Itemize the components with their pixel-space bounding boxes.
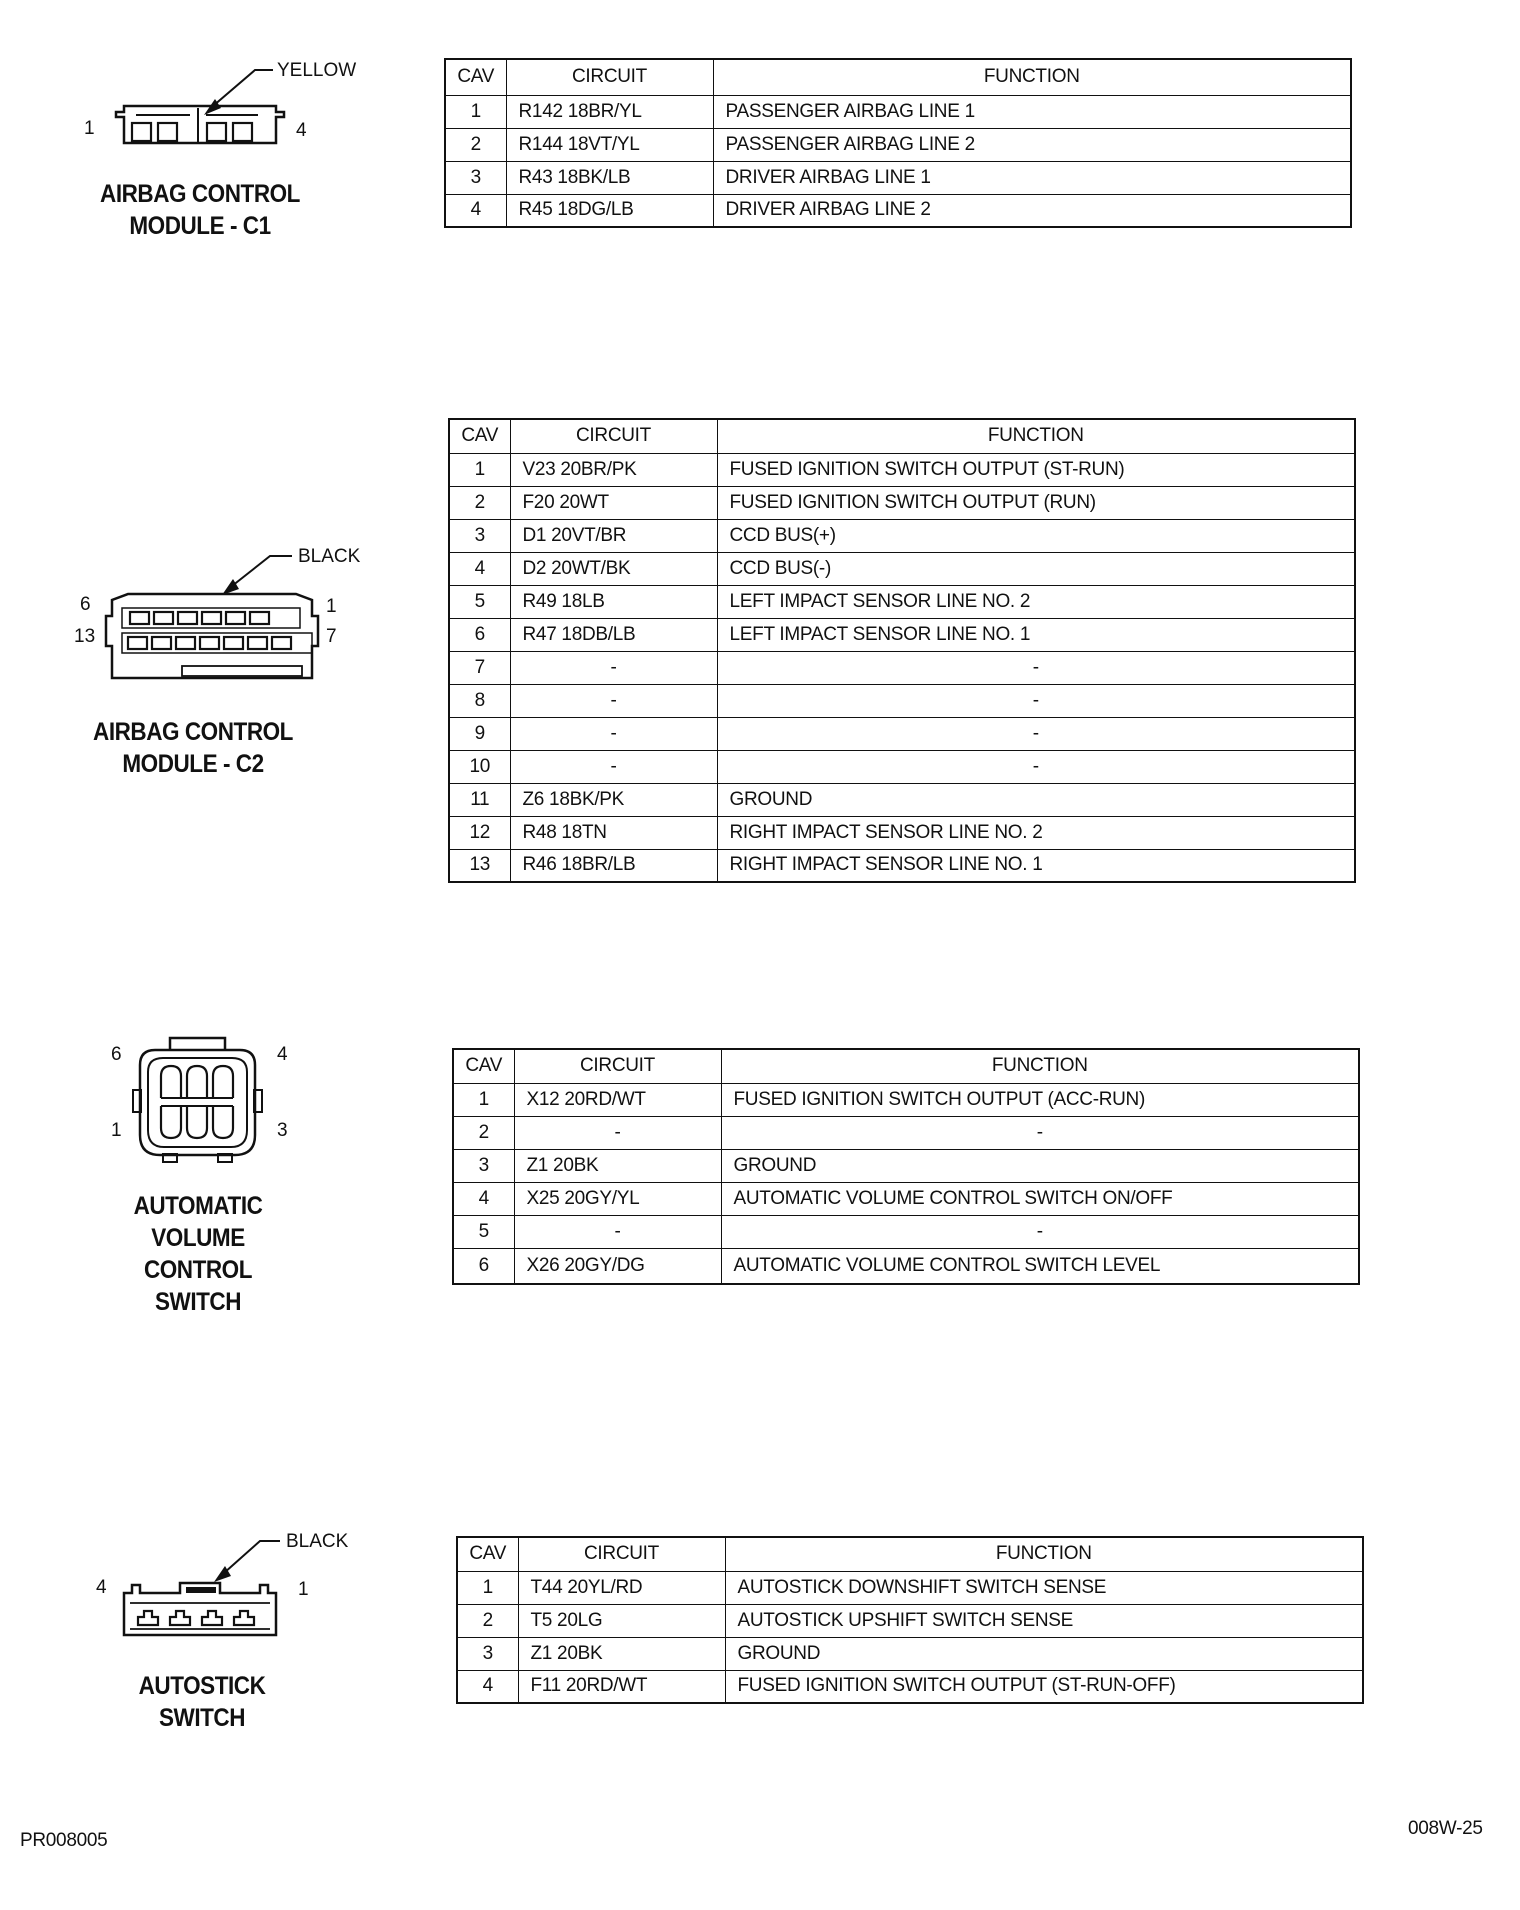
table-row: 7 - - [449, 651, 1355, 684]
cav-header: CAV [449, 419, 510, 453]
function-header: FUNCTION [713, 59, 1351, 95]
function-header: FUNCTION [721, 1049, 1359, 1083]
connector-diagram-avc [105, 1030, 305, 1170]
pinout-table [444, 58, 1352, 228]
wire-color-label: BLACK [286, 1531, 349, 1552]
pinout-table [452, 1048, 1360, 1285]
table-row: 3 R43 18BK/LB DRIVER AIRBAG LINE 1 [445, 161, 1351, 194]
pin-label: 1 [326, 596, 337, 617]
wire-color-label: BLACK [298, 546, 361, 567]
circuit-header: CIRCUIT [518, 1537, 725, 1571]
table-row: 11 Z6 18BK/PK GROUND [449, 783, 1355, 816]
pinout-table [448, 418, 1356, 883]
table-row: 5 - - [453, 1215, 1359, 1248]
pin-label: 1 [111, 1120, 122, 1141]
table-row: 10 - - [449, 750, 1355, 783]
table-row: 1 T44 20YL/RD AUTOSTICK DOWNSHIFT SWITCH SENSE [457, 1571, 1363, 1604]
function-header: FUNCTION [725, 1537, 1363, 1571]
table-row: 5 R49 18LB LEFT IMPACT SENSOR LINE NO. 2 [449, 585, 1355, 618]
table-row: 2 R144 18VT/YL PASSENGER AIRBAG LINE 2 [445, 128, 1351, 161]
circuit-header: CIRCUIT [510, 419, 717, 453]
table-row: 13 R46 18BR/LB RIGHT IMPACT SENSOR LINE NO. 1 [449, 849, 1355, 882]
connector-name: AUTOSTICK SWITCH [138, 1672, 266, 1732]
pin-label: 4 [296, 120, 307, 141]
table-row: 1 V23 20BR/PK FUSED IGNITION SWITCH OUTPUT (ST-RUN) [449, 453, 1355, 486]
pin-label: 7 [326, 626, 337, 647]
table-row: 9 - - [449, 717, 1355, 750]
pin-label: 6 [80, 594, 91, 615]
table-row: 12 R48 18TN RIGHT IMPACT SENSOR LINE NO. 2 [449, 816, 1355, 849]
table-row: 4 F11 20RD/WT FUSED IGNITION SWITCH OUTPUT (ST-RUN-OFF) [457, 1670, 1363, 1703]
table-row: 4 X25 20GY/YL AUTOMATIC VOLUME CONTROL SWITCH ON/OFF [453, 1182, 1359, 1215]
connector-diagram-c1 [80, 55, 380, 145]
table-row: 1 R142 18BR/YL PASSENGER AIRBAG LINE 1 [445, 95, 1351, 128]
circuit-header: CIRCUIT [514, 1049, 721, 1083]
table-row: 8 - - [449, 684, 1355, 717]
table-row: 2 - - [453, 1116, 1359, 1149]
cav-header: CAV [457, 1537, 518, 1571]
table-row: 3 D1 20VT/BR CCD BUS(+) [449, 519, 1355, 552]
figure-code: PR008005 [20, 1830, 108, 1851]
table-row: 3 Z1 20BK GROUND [453, 1149, 1359, 1182]
connector-name: AUTOMATIC VOLUME CONTROL SWITCH [133, 1192, 263, 1316]
table-row: 2 T5 20LG AUTOSTICK UPSHIFT SWITCH SENSE [457, 1604, 1363, 1637]
cav-header: CAV [445, 59, 506, 95]
pinout-table [456, 1536, 1364, 1704]
table-row: 2 F20 20WT FUSED IGNITION SWITCH OUTPUT (RUN) [449, 486, 1355, 519]
function-header: FUNCTION [717, 419, 1355, 453]
pin-label: 6 [111, 1044, 122, 1065]
pin-label: 3 [277, 1120, 288, 1141]
table-row: 4 R45 18DG/LB DRIVER AIRBAG LINE 2 [445, 194, 1351, 227]
pin-label: 4 [277, 1044, 288, 1065]
pin-label: 13 [74, 626, 96, 647]
pin-label: 1 [84, 118, 95, 139]
table-row: 1 X12 20RD/WT FUSED IGNITION SWITCH OUTPUT (ACC-RUN) [453, 1083, 1359, 1116]
table-row: 6 X26 20GY/DG AUTOMATIC VOLUME CONTROL SWITCH LEVEL [453, 1248, 1359, 1284]
connector-diagram-autostick [90, 1525, 380, 1655]
connector-name: AIRBAG CONTROL MODULE - C2 [93, 718, 293, 778]
table-row: 3 Z1 20BK GROUND [457, 1637, 1363, 1670]
wire-color-label: YELLOW [277, 60, 357, 81]
table-row: 4 D2 20WT/BK CCD BUS(-) [449, 552, 1355, 585]
connector-diagram-c2 [72, 538, 382, 688]
table-row: 6 R47 18DB/LB LEFT IMPACT SENSOR LINE NO. 1 [449, 618, 1355, 651]
connector-name: AIRBAG CONTROL MODULE - C1 [100, 180, 300, 240]
pin-label: 4 [96, 1577, 107, 1598]
page-number: 008W-25 [1408, 1818, 1483, 1839]
circuit-header: CIRCUIT [506, 59, 713, 95]
cav-header: CAV [453, 1049, 514, 1083]
pin-label: 1 [298, 1579, 309, 1600]
